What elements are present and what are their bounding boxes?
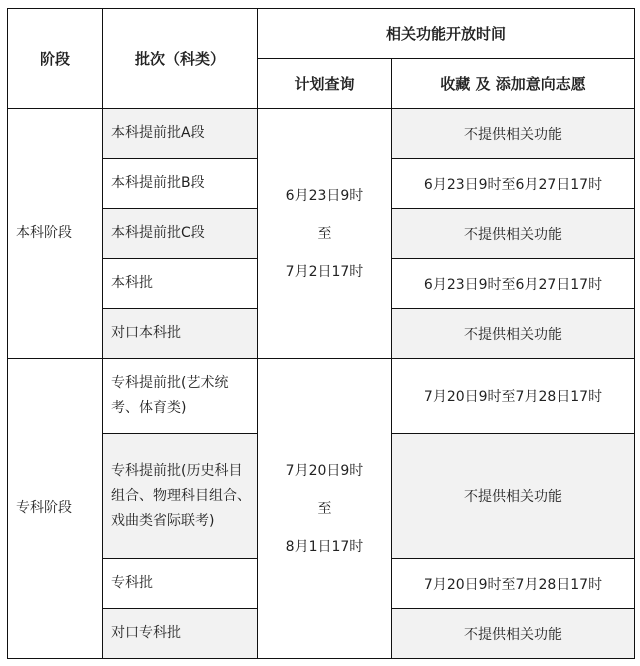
batch-cell: 本科提前批C段 <box>103 209 258 259</box>
plan-to: 至 <box>317 225 332 242</box>
favorite-cell: 不提供相关功能 <box>392 309 635 359</box>
plan-start: 7月20日9时 <box>285 462 364 479</box>
batch-cell: 专科提前批(艺术统考、体育类) <box>103 359 258 434</box>
stage-cell: 本科阶段 <box>8 109 103 359</box>
batch-cell: 本科提前批B段 <box>103 159 258 209</box>
header-stage: 阶段 <box>8 9 103 109</box>
header-favorite: 收藏 及 添加意向志愿 <box>392 59 635 109</box>
favorite-cell: 不提供相关功能 <box>392 434 635 559</box>
plan-query-cell <box>258 109 392 359</box>
table-row <box>8 109 635 159</box>
favorite-cell: 不提供相关功能 <box>392 109 635 159</box>
batch-cell: 对口专科批 <box>103 609 258 659</box>
schedule-table <box>7 8 635 659</box>
header-batch: 批次（科类） <box>103 9 258 109</box>
batch-cell: 本科提前批A段 <box>103 109 258 159</box>
favorite-cell: 不提供相关功能 <box>392 209 635 259</box>
table-row <box>8 359 635 434</box>
stage-cell: 专科阶段 <box>8 359 103 659</box>
batch-cell: 对口本科批 <box>103 309 258 359</box>
favorite-cell: 不提供相关功能 <box>392 609 635 659</box>
batch-cell: 专科提前批(历史科目组合、物理科目组合、戏曲类省际联考) <box>103 434 258 559</box>
favorite-cell: 6月23日9时至6月27日17时 <box>392 259 635 309</box>
favorite-cell: 7月20日9时至7月28日17时 <box>392 359 635 434</box>
plan-to: 至 <box>317 500 332 517</box>
header-open-time: 相关功能开放时间 <box>258 9 635 59</box>
favorite-cell: 6月23日9时至6月27日17时 <box>392 159 635 209</box>
batch-cell: 本科批 <box>103 259 258 309</box>
favorite-cell: 7月20日9时至7月28日17时 <box>392 559 635 609</box>
header-plan-query: 计划查询 <box>258 59 392 109</box>
plan-end: 8月1日17时 <box>285 538 364 555</box>
plan-end: 7月2日17时 <box>285 263 364 280</box>
batch-cell: 专科批 <box>103 559 258 609</box>
plan-query-cell <box>258 359 392 659</box>
plan-start: 6月23日9时 <box>285 187 364 204</box>
